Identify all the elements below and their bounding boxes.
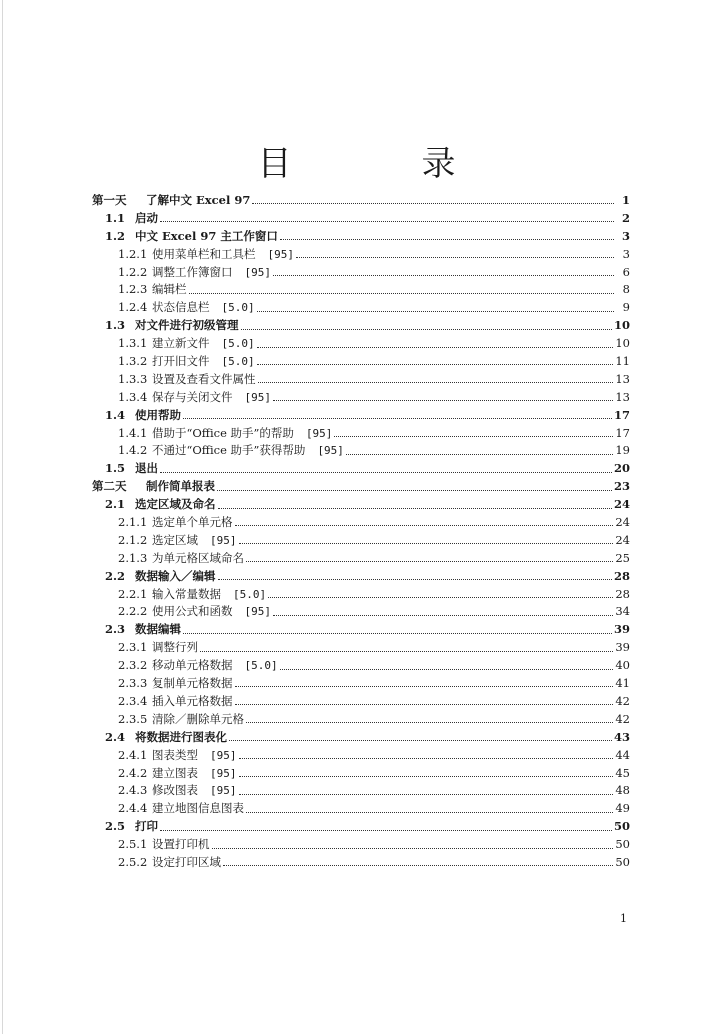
toc-entry-page: 42 bbox=[615, 711, 630, 726]
dot-leader bbox=[200, 651, 613, 652]
toc-entry-number: 2.4.3 bbox=[118, 783, 148, 798]
toc-entry-page: 23 bbox=[613, 479, 630, 494]
toc-entry-page: 28 bbox=[613, 568, 630, 583]
toc-entry-title: 设置及查看文件属性 bbox=[152, 371, 256, 386]
toc-entry-title: 将数据进行图表化 bbox=[135, 729, 227, 744]
dot-leader bbox=[183, 418, 612, 419]
toc-entry[interactable] bbox=[92, 711, 630, 729]
dot-leader bbox=[239, 758, 614, 759]
toc-entry-version-tag: [95] bbox=[210, 784, 237, 798]
dot-leader bbox=[223, 865, 613, 866]
toc-entry-page: 25 bbox=[615, 550, 630, 565]
dot-leader bbox=[258, 382, 614, 383]
dot-leader bbox=[241, 329, 612, 330]
toc-entry-page: 50 bbox=[613, 819, 630, 834]
toc-entry[interactable] bbox=[92, 496, 630, 514]
toc-entry-number: 2.1.3 bbox=[118, 550, 148, 565]
toc-entry-page: 24 bbox=[615, 515, 630, 530]
dot-leader bbox=[218, 579, 612, 580]
toc-entry-page: 19 bbox=[615, 443, 630, 458]
toc-entry[interactable] bbox=[92, 818, 630, 836]
toc-entry-page: 9 bbox=[622, 300, 630, 315]
toc-entry-page: 10 bbox=[615, 336, 630, 351]
toc-entry-title: 对文件进行初级管理 bbox=[135, 318, 239, 333]
toc-entry-number: 第二天 bbox=[92, 479, 127, 494]
toc-entry[interactable] bbox=[92, 657, 630, 675]
toc-entry[interactable] bbox=[92, 586, 630, 604]
toc-entry-version-tag: [5.0] bbox=[221, 301, 255, 315]
dot-leader bbox=[239, 776, 614, 777]
toc-entry-number: 2.3.2 bbox=[118, 658, 148, 673]
toc-entry-page: 42 bbox=[615, 693, 630, 708]
toc-entry-version-tag: [95] bbox=[210, 533, 237, 547]
toc-entry-page: 24 bbox=[615, 532, 630, 547]
toc-entry-title: 输入常量数据 bbox=[152, 586, 221, 601]
toc-entry-page: 28 bbox=[615, 586, 630, 601]
dot-leader bbox=[217, 490, 612, 491]
toc-entry-page: 40 bbox=[615, 658, 630, 673]
toc-entry-number: 2.3.1 bbox=[118, 640, 148, 655]
toc-entry-title: 修改图表 bbox=[152, 783, 198, 798]
dot-leader bbox=[160, 830, 612, 831]
toc-entry-title: 数据编辑 bbox=[135, 622, 181, 637]
toc-entry-page: 49 bbox=[615, 801, 630, 816]
toc-entry-page: 44 bbox=[615, 747, 630, 762]
dot-leader bbox=[246, 722, 613, 723]
dot-leader bbox=[239, 794, 614, 795]
toc-entry-title: 复制单元格数据 bbox=[152, 676, 233, 691]
toc-entry[interactable] bbox=[92, 782, 630, 800]
toc-entry[interactable] bbox=[92, 460, 630, 478]
dot-leader bbox=[212, 848, 614, 849]
dot-leader bbox=[257, 347, 614, 348]
toc-entry-page: 43 bbox=[613, 729, 630, 744]
dot-leader bbox=[280, 239, 614, 240]
dot-leader bbox=[160, 472, 612, 473]
toc-entry-title: 了解中文 Excel 97 bbox=[146, 193, 251, 207]
toc-entry-title: 设置打印机 bbox=[152, 837, 210, 852]
toc-entry-version-tag: [95] bbox=[317, 444, 344, 458]
toc-entry-title: 启动 bbox=[135, 210, 158, 225]
toc-entry-version-tag: [5.0] bbox=[221, 355, 255, 369]
toc-entry[interactable] bbox=[92, 442, 630, 460]
toc-entry-page: 3 bbox=[622, 246, 630, 261]
toc-entry-number: 1.1 bbox=[105, 210, 126, 225]
toc-entry-version-tag: [95] bbox=[210, 748, 237, 762]
toc-entry-page: 10 bbox=[613, 318, 630, 333]
toc-entry[interactable] bbox=[92, 568, 630, 586]
toc-entry-page: 41 bbox=[615, 676, 630, 691]
toc-entry-title: 中文 Excel 97 主工作窗口 bbox=[135, 228, 278, 243]
toc-entry-title: 使用公式和函数 bbox=[152, 604, 233, 619]
toc-entry-page: 50 bbox=[615, 837, 630, 852]
toc-entry-number: 1.3.2 bbox=[118, 354, 148, 369]
page-title: 目 录 bbox=[257, 144, 504, 184]
toc-entry[interactable] bbox=[92, 425, 630, 443]
toc-entry-number: 2.2 bbox=[105, 568, 126, 583]
toc-entry-number: 1.4.1 bbox=[118, 425, 148, 440]
toc-entry-title: 选定区域及命名 bbox=[135, 497, 216, 512]
toc-entry-page: 48 bbox=[615, 783, 630, 798]
dot-leader bbox=[346, 454, 613, 455]
toc-entry[interactable] bbox=[92, 281, 630, 299]
toc-entry-page: 39 bbox=[613, 622, 630, 637]
toc-entry-title: 建立图表 bbox=[152, 765, 198, 780]
dot-leader bbox=[334, 436, 613, 437]
toc-entry-number: 1.2.1 bbox=[118, 246, 148, 261]
page-number: 1 bbox=[620, 912, 627, 925]
dot-leader bbox=[257, 311, 614, 312]
toc-entry-number: 2.5.1 bbox=[118, 837, 148, 852]
toc-entry-number: 1.2 bbox=[105, 228, 126, 243]
toc-entry-number: 2.4.4 bbox=[118, 801, 148, 816]
toc-entry[interactable] bbox=[92, 264, 630, 282]
toc-entry-number: 第一天 bbox=[92, 193, 127, 207]
toc-entry-number: 1.3 bbox=[105, 318, 126, 333]
toc-entry-title: 制作简单报表 bbox=[146, 479, 215, 494]
toc-entry-number: 2.3.4 bbox=[118, 693, 148, 708]
dot-leader bbox=[229, 740, 612, 741]
toc-entry[interactable] bbox=[92, 514, 630, 532]
toc-entry-title: 不通过“Office 助手”获得帮助 bbox=[152, 443, 306, 458]
toc-entry[interactable] bbox=[92, 532, 630, 550]
toc-entry-version-tag: [95] bbox=[267, 247, 294, 261]
toc-entry[interactable] bbox=[92, 747, 630, 765]
toc-entry-page: 3 bbox=[621, 228, 630, 243]
toc-entry-page: 34 bbox=[615, 604, 630, 619]
toc-entry-title: 使用帮助 bbox=[135, 407, 181, 422]
toc-entry-page: 39 bbox=[615, 640, 630, 655]
toc-entry[interactable] bbox=[92, 192, 630, 210]
dot-leader bbox=[252, 203, 614, 204]
toc-entry-title: 打印 bbox=[135, 819, 158, 834]
toc-entry-number: 2.4 bbox=[105, 729, 126, 744]
toc-entry-page: 20 bbox=[613, 461, 630, 476]
toc-entry-number: 2.1.2 bbox=[118, 532, 148, 547]
toc-entry-version-tag: [95] bbox=[244, 605, 271, 619]
toc-entry[interactable] bbox=[92, 210, 630, 228]
toc-entry[interactable] bbox=[92, 353, 630, 371]
toc-entry-version-tag: [95] bbox=[210, 766, 237, 780]
toc-entry-page: 50 bbox=[615, 854, 630, 869]
toc-entry-page: 13 bbox=[615, 371, 630, 386]
toc-entry[interactable] bbox=[92, 407, 630, 425]
toc-entry-number: 2.3 bbox=[105, 622, 126, 637]
toc-entry-title: 建立新文件 bbox=[152, 336, 210, 351]
toc-entry-number: 1.2.2 bbox=[118, 264, 148, 279]
toc-entry-page: 6 bbox=[622, 264, 630, 279]
toc-entry-page: 13 bbox=[615, 389, 630, 404]
toc-entry-version-tag: [5.0] bbox=[233, 587, 267, 601]
toc-entry-title: 调整行列 bbox=[152, 640, 198, 655]
toc-entry-number: 1.4 bbox=[105, 407, 126, 422]
table-of-contents bbox=[92, 192, 630, 872]
toc-entry[interactable] bbox=[92, 639, 630, 657]
toc-entry[interactable] bbox=[92, 228, 630, 246]
toc-entry-version-tag: [95] bbox=[244, 265, 271, 279]
toc-entry-number: 2.5 bbox=[105, 819, 126, 834]
toc-entry-title: 选定单个单元格 bbox=[152, 515, 233, 530]
toc-entry-number: 2.4.2 bbox=[118, 765, 148, 780]
toc-entry-number: 2.1 bbox=[105, 497, 126, 512]
dot-leader bbox=[239, 543, 614, 544]
dot-leader bbox=[218, 508, 612, 509]
toc-entry-version-tag: [95] bbox=[244, 390, 271, 404]
dot-leader bbox=[273, 400, 613, 401]
toc-entry[interactable] bbox=[92, 621, 630, 639]
dot-leader bbox=[246, 561, 613, 562]
toc-entry-title: 清除／删除单元格 bbox=[152, 711, 244, 726]
toc-entry-title: 使用菜单栏和工具栏 bbox=[152, 246, 256, 261]
toc-entry[interactable] bbox=[92, 550, 630, 568]
toc-entry-number: 1.2.4 bbox=[118, 300, 148, 315]
toc-entry-title: 保存与关闭文件 bbox=[152, 389, 233, 404]
toc-entry-title: 插入单元格数据 bbox=[152, 693, 233, 708]
toc-entry-title: 图表类型 bbox=[152, 747, 198, 762]
dot-leader bbox=[296, 257, 614, 258]
toc-entry-number: 2.1.1 bbox=[118, 515, 148, 530]
toc-entry-page: 2 bbox=[621, 210, 630, 225]
toc-entry[interactable] bbox=[92, 371, 630, 389]
toc-entry-number: 1.3.3 bbox=[118, 371, 148, 386]
toc-entry[interactable] bbox=[92, 317, 630, 335]
dot-leader bbox=[280, 669, 614, 670]
toc-entry[interactable] bbox=[92, 478, 630, 496]
toc-entry-title: 选定区域 bbox=[152, 532, 198, 547]
toc-entry-number: 2.3.3 bbox=[118, 676, 148, 691]
toc-entry[interactable] bbox=[92, 675, 630, 693]
toc-entry-page: 17 bbox=[615, 425, 630, 440]
toc-entry[interactable] bbox=[92, 246, 630, 264]
toc-entry-number: 2.5.2 bbox=[118, 854, 148, 869]
toc-entry[interactable] bbox=[92, 854, 630, 872]
dot-leader bbox=[235, 686, 614, 687]
dot-leader bbox=[257, 364, 614, 365]
dot-leader bbox=[246, 812, 613, 813]
toc-entry-page: 11 bbox=[615, 354, 630, 369]
toc-entry-page: 1 bbox=[621, 193, 630, 207]
toc-entry-page: 45 bbox=[615, 765, 630, 780]
toc-entry[interactable] bbox=[92, 800, 630, 818]
toc-entry-number: 2.3.5 bbox=[118, 711, 148, 726]
toc-entry-title: 数据输入／编辑 bbox=[135, 568, 216, 583]
toc-entry-title: 退出 bbox=[135, 461, 158, 476]
dot-leader bbox=[273, 275, 614, 276]
toc-entry[interactable] bbox=[92, 299, 630, 317]
toc-entry-number: 1.4.2 bbox=[118, 443, 148, 458]
dot-leader bbox=[268, 597, 613, 598]
toc-entry-title: 设定打印区域 bbox=[152, 854, 221, 869]
toc-entry[interactable] bbox=[92, 335, 630, 353]
dot-leader bbox=[183, 633, 612, 634]
toc-entry-version-tag: [5.0] bbox=[244, 659, 278, 673]
toc-entry-page: 17 bbox=[613, 407, 630, 422]
dot-leader bbox=[235, 704, 614, 705]
toc-entry-title: 编辑栏 bbox=[152, 282, 187, 297]
toc-entry-title: 为单元格区域命名 bbox=[152, 550, 244, 565]
toc-entry[interactable] bbox=[92, 836, 630, 854]
toc-entry-number: 1.5 bbox=[105, 461, 126, 476]
dot-leader bbox=[160, 221, 614, 222]
toc-entry[interactable] bbox=[92, 693, 630, 711]
toc-entry-title: 借助于“Office 助手”的帮助 bbox=[152, 425, 294, 440]
toc-entry-number: 1.3.4 bbox=[118, 389, 148, 404]
dot-leader bbox=[235, 525, 614, 526]
toc-entry-number: 1.3.1 bbox=[118, 336, 148, 351]
toc-entry-number: 2.2.2 bbox=[118, 604, 148, 619]
toc-entry-version-tag: [5.0] bbox=[221, 337, 255, 351]
toc-entry-version-tag: [95] bbox=[305, 426, 333, 440]
toc-entry[interactable] bbox=[92, 765, 630, 783]
toc-entry-page: 24 bbox=[613, 497, 630, 512]
toc-entry-title: 移动单元格数据 bbox=[152, 658, 233, 673]
toc-entry-title: 状态信息栏 bbox=[152, 300, 210, 315]
toc-entry[interactable] bbox=[92, 603, 630, 621]
dot-leader bbox=[189, 293, 615, 294]
toc-entry[interactable] bbox=[92, 729, 630, 747]
toc-entry-title: 建立地图信息图表 bbox=[152, 801, 244, 816]
toc-entry-number: 2.4.1 bbox=[118, 747, 148, 762]
toc-entry-page: 8 bbox=[622, 282, 630, 297]
dot-leader bbox=[273, 615, 613, 616]
toc-entry-title: 调整工作簿窗口 bbox=[152, 264, 233, 279]
toc-entry[interactable] bbox=[92, 389, 630, 407]
toc-entry-title: 打开旧文件 bbox=[152, 354, 210, 369]
toc-entry-number: 2.2.1 bbox=[118, 586, 148, 601]
toc-entry-number: 1.2.3 bbox=[118, 282, 148, 297]
